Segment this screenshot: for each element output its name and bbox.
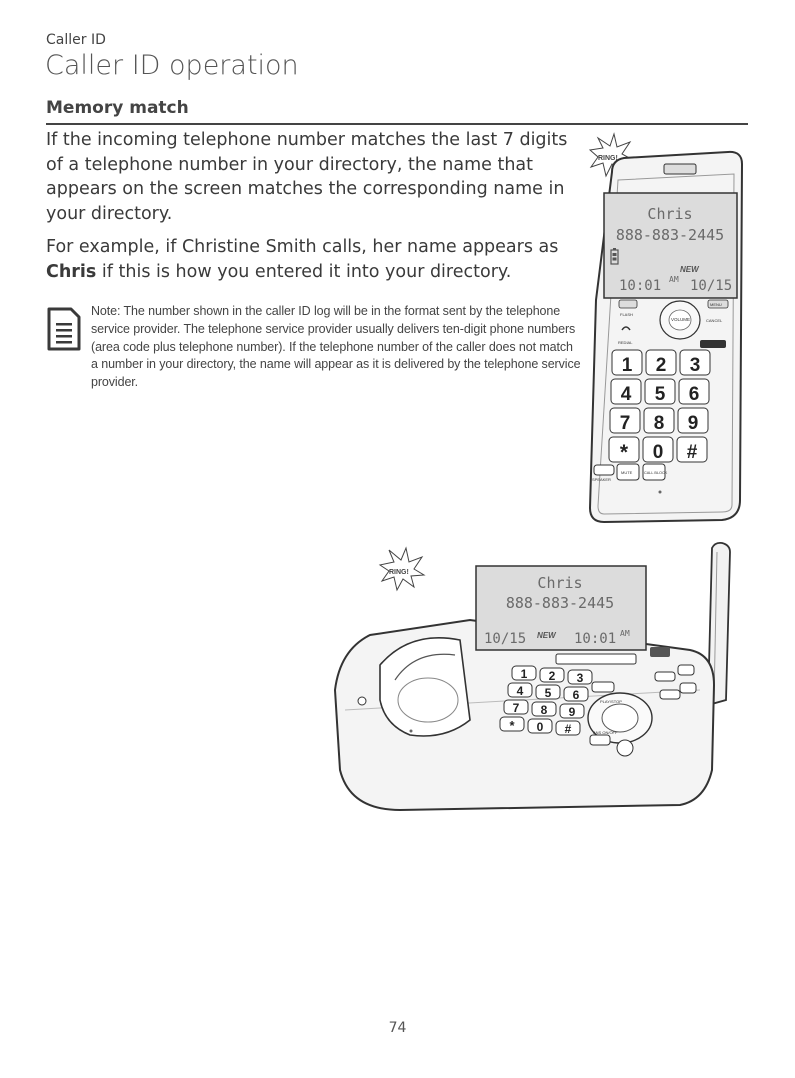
handset-key-6[interactable] [679,379,709,405]
svg-text:6: 6 [688,384,700,405]
handset-key-1[interactable] [612,350,642,376]
page-title: Caller ID operation [45,50,299,81]
svg-text:*: * [619,441,629,464]
handset-menu-label: MENU [710,302,722,307]
base-key-0[interactable] [528,719,552,734]
svg-text:7: 7 [619,413,631,434]
handset-key-hash[interactable] [677,437,707,463]
svg-text:7: 7 [512,701,520,715]
base-date: 10/15 [484,631,527,647]
base-ampm: AM [620,629,630,638]
base-key-hash[interactable] [556,721,580,736]
handset-key-8[interactable] [644,408,674,434]
handset-key-9[interactable] [678,408,708,434]
base-ring-text: RING! [389,569,409,576]
svg-text:0: 0 [652,442,664,463]
svg-text:1: 1 [520,667,528,681]
base-play-stop-label: PLAY/STOP [600,699,622,704]
handset-cancel-label: CANCEL [706,318,723,323]
handset-key-star[interactable] [609,437,639,464]
svg-text:8: 8 [653,413,665,434]
paragraph-memory-match: If the incoming telephone number matches the last 7 digits of a telephone number in your directory, the name that appears on the screen matches the corresponding name in your directory. [46,130,568,224]
handset-ring-text: RING! [598,155,618,162]
svg-text:SPEAKER: SPEAKER [592,477,611,482]
handset-illustration [590,134,742,522]
handset-key-5[interactable] [645,379,675,405]
base-key-1[interactable] [512,666,536,681]
base-key-8[interactable] [532,702,556,717]
example-name: Chris [46,261,97,282]
svg-text:#: # [686,442,698,463]
handset-key-4[interactable] [611,379,641,405]
handset-key-7[interactable] [610,408,640,434]
svg-text:9: 9 [568,705,576,719]
handset-time: 10:01 [619,278,662,294]
svg-text:*: * [509,718,515,733]
base-key-star[interactable] [500,717,524,733]
svg-text:0: 0 [536,720,544,734]
handset-mute-button[interactable] [617,464,639,480]
handset-redial-label: REDIAL [618,340,633,345]
svg-text:1: 1 [621,355,633,376]
handset-screen [604,193,737,298]
handset-volume-label: VOLUME [671,317,691,322]
svg-text:4: 4 [516,684,524,698]
page-number: 74 [388,1020,407,1036]
svg-text:8: 8 [540,703,548,717]
base-caller-number: 888-883-2445 [505,594,615,612]
svg-text:4: 4 [620,384,632,405]
base-key-3[interactable] [568,670,592,685]
base-key-6[interactable] [564,687,588,702]
svg-text:#: # [564,722,572,736]
svg-text:3: 3 [689,355,701,376]
handset-speaker-button[interactable] [592,465,614,482]
base-key-2[interactable] [540,668,564,683]
section-label: Caller ID [46,32,106,48]
svg-text:2: 2 [548,669,556,683]
base-time: 10:01 [574,631,617,647]
base-illustration [335,543,730,810]
svg-text:9: 9 [687,413,699,434]
handset-key-2[interactable] [646,350,676,376]
svg-text:6: 6 [572,688,580,702]
svg-text:5: 5 [654,384,666,405]
sub-heading: Memory match [46,98,189,118]
base-screen [476,566,646,650]
base-key-9[interactable] [560,704,584,719]
svg-text:3: 3 [576,671,584,685]
handset-date: 10/15 [690,278,733,294]
handset-new-badge: NEW [680,265,699,274]
base-key-7[interactable] [504,700,528,715]
handset-call-block-button[interactable] [643,464,668,480]
base-ring-burst [380,548,424,590]
base-key-4[interactable] [508,683,532,698]
base-answer-on-off-label: ANS ON/OFF [593,730,618,735]
paragraph-example-end: if this is how you entered it into your directory. [96,261,512,282]
base-key-5[interactable] [536,685,560,700]
handset-caller-name: Chris [647,205,693,223]
handset-caller-number: 888-883-2445 [615,226,725,244]
note-text: Note: The number shown in the caller ID log will be in the format sent by the telephone service provider. The telephone service provider usually delivers ten-digit phone numbers (area code plus telephone number). If the telephone number of the caller does not match a number in your directory, the name will appear as it is delivered by the telephone service provider. [91,304,581,390]
handset-key-3[interactable] [680,350,710,376]
base-new-badge: NEW [537,631,556,640]
handset-flash-label: FLASH [620,312,633,317]
svg-text:CALL BLOCK: CALL BLOCK [644,471,668,475]
svg-text:2: 2 [655,355,667,376]
svg-text:5: 5 [544,686,552,700]
svg-text:MUTE: MUTE [621,470,633,475]
paragraph-example-start: For example, if Christine Smith calls, her name appears as [46,237,559,257]
base-caller-name: Chris [537,574,583,592]
handset-ampm: AM [669,275,679,284]
handset-key-0[interactable] [643,437,673,463]
